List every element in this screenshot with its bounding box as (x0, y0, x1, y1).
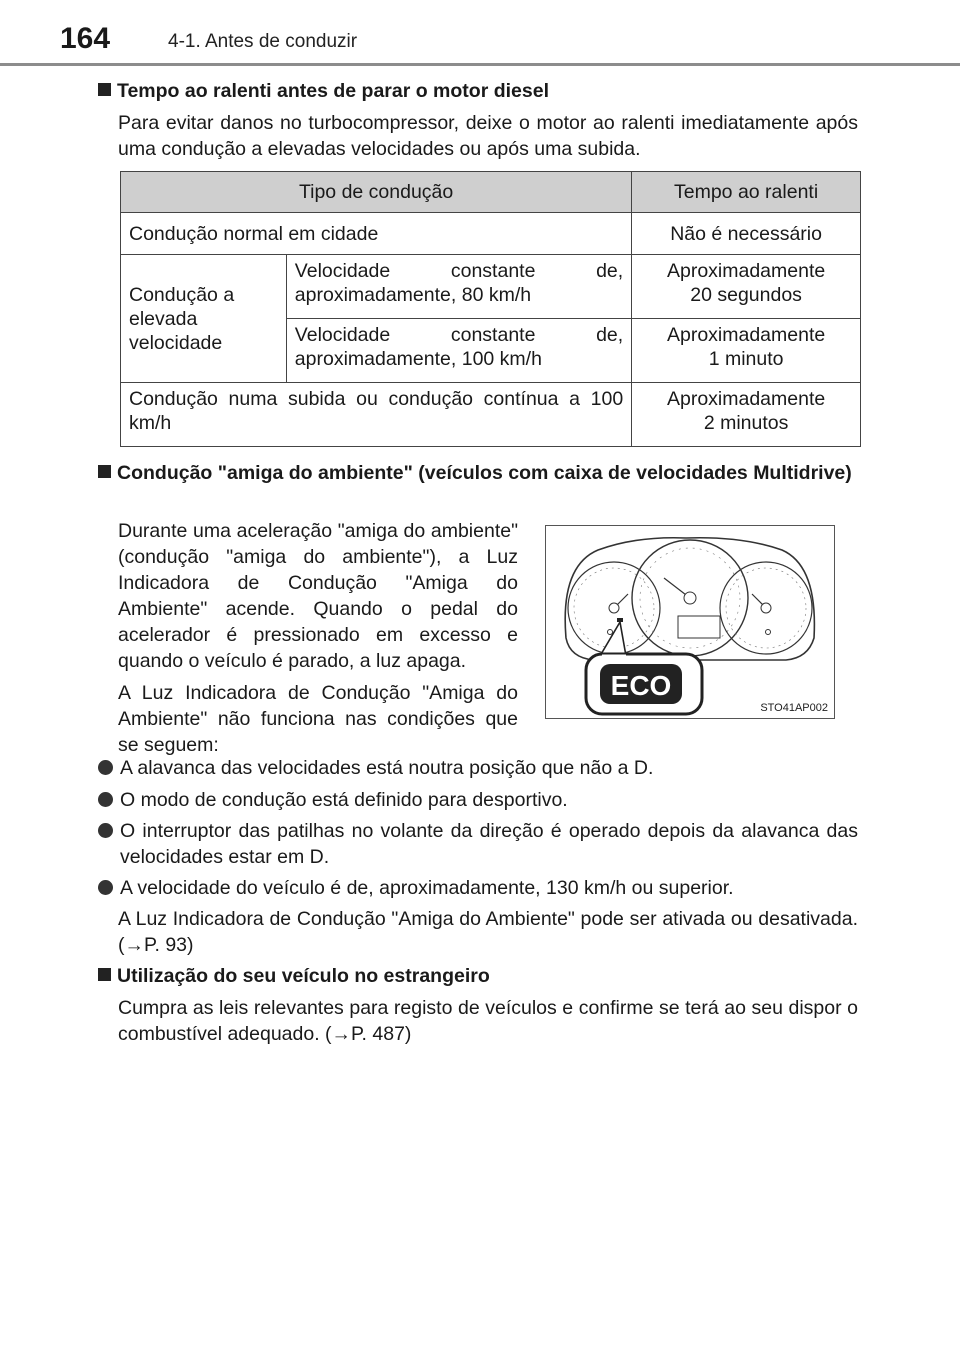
section-eco-title: Condução "amiga do ambiente" (veículos com caixa de velocidades Multidrive) (98, 460, 858, 486)
chapter-title: 4-1. Antes de conduzir (168, 31, 358, 52)
instrument-cluster-illustration (546, 526, 834, 718)
list-item: O interruptor das patilhas no volante da direção é operado depois da alavanca das velocidades estar em D. (98, 818, 858, 870)
eco-indicator-text: ECO (610, 670, 672, 701)
table-header-time: Tempo ao ralenti (632, 172, 861, 213)
figure-code: STO41AP002 (760, 702, 828, 714)
section-abroad-title: Utilização do seu veículo no estrangeiro (98, 963, 490, 989)
table-cell-time: Aproximadamente 1 minuto (632, 319, 861, 383)
idle-time-table (120, 171, 861, 447)
table-row (121, 383, 861, 447)
round-bullet-icon (98, 760, 113, 775)
round-bullet-icon (98, 823, 113, 838)
table-row (121, 255, 861, 319)
table-cell-type: Velocidade constante de, aproximadamente, 100 km/h (286, 319, 631, 383)
table-cell-time: Aproximadamente 2 minutos (632, 383, 861, 447)
square-bullet-icon (98, 83, 111, 96)
table-cell-type: Condução normal em cidade (121, 213, 632, 255)
header-rule (0, 63, 960, 66)
instrument-cluster-figure (545, 525, 835, 719)
table-cell-type: Velocidade constante de, aproximadamente, 80 km/h (286, 255, 631, 319)
table-header-row (121, 172, 861, 213)
table-cell-time: Não é necessário (632, 213, 861, 255)
section-eco-closing: A Luz Indicadora de Condução "Amiga do Ambiente" pode ser ativada ou desativada. (→P. 93) (118, 908, 858, 956)
section-eco-paragraph-1: Durante uma aceleração "amiga do ambiente" (condução "amiga do ambiente"), a Luz Indicadora de Condução "Amiga do Ambiente" acende. Quando o pedal do acelerador é pressionado em excesso e quando o veículo é parado, a luz apaga. (118, 520, 518, 672)
round-bullet-icon (98, 880, 113, 895)
table-cell-group: Condução a elevada velocidade (121, 255, 287, 383)
section-eco-paragraph-2: A Luz Indicadora de Condução "Amiga do Ambiente" não funciona nas condições que se seguem: (118, 682, 518, 756)
list-item: O modo de condução está definido para desportivo. (98, 787, 858, 813)
section-abroad-paragraph: Cumpra as leis relevantes para registo de veículos e confirme se terá ao seu dispor o combustível adequado. (→P. 487) (118, 997, 858, 1045)
page-number: 164 (60, 22, 111, 55)
section-idle-title: Tempo ao ralenti antes de parar o motor diesel (98, 78, 549, 104)
list-item: A alavanca das velocidades está noutra posição que não a D. (98, 755, 858, 781)
table-row (121, 213, 861, 255)
round-bullet-icon (98, 792, 113, 807)
page-header (0, 0, 960, 64)
section-idle-paragraph: Para evitar danos no turbocompressor, deixe o motor ao ralenti imediatamente após uma condução a elevadas velocidades ou após uma subida. (118, 112, 858, 160)
table-header-type: Tipo de condução (121, 172, 632, 213)
table-cell-time: Aproximadamente 20 segundos (632, 255, 861, 319)
table-cell-type: Condução numa subida ou condução contínua a 100 km/h (121, 383, 632, 447)
square-bullet-icon (98, 465, 111, 478)
list-item: A velocidade do veículo é de, aproximadamente, 130 km/h ou superior. (98, 875, 858, 901)
square-bullet-icon (98, 968, 111, 981)
